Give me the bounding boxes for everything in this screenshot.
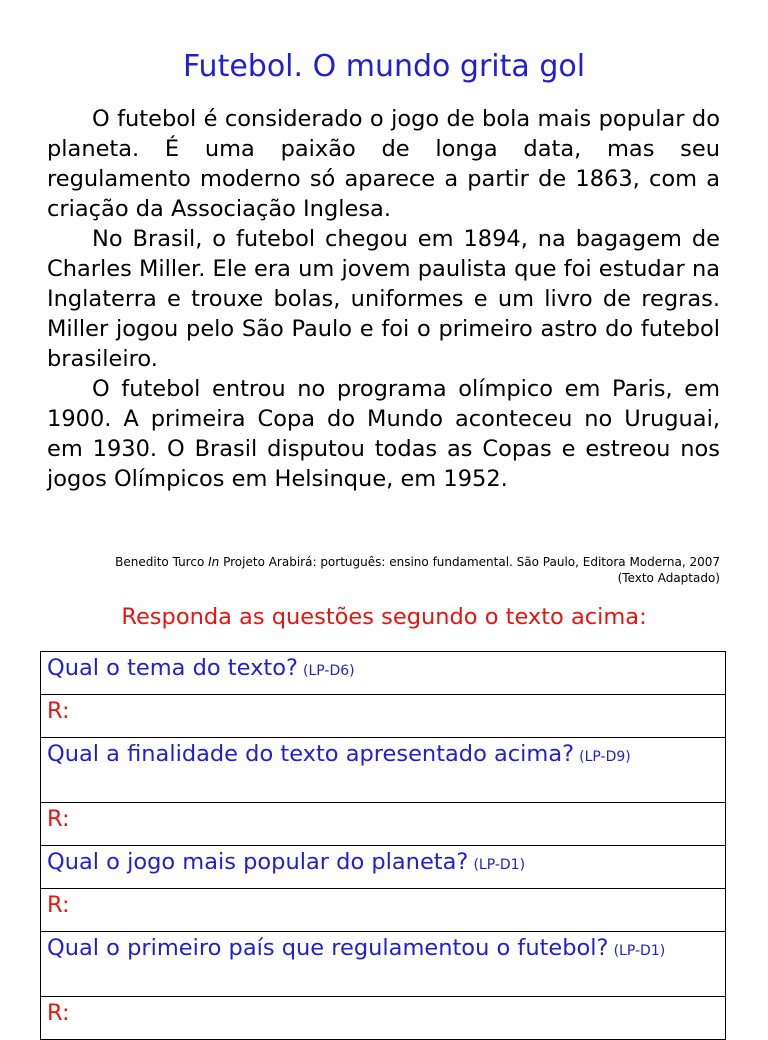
article-paragraph [47,104,720,224]
question-code: (LP-D9) [579,749,631,765]
question-row [41,738,726,803]
question-code: (LP-D1) [613,943,666,959]
text-line: Helsinque, em 1952. [274,466,508,492]
text-line: No Brasil, o futebol chegou em 1894, na [92,226,566,252]
text-line: aconteceu no Uruguai, em 1930. O Brasil disputou [47,406,720,462]
page-title: Futebol. O mundo grita gol [182,49,586,84]
citation-line [47,554,720,570]
citation-reference: Projeto Arabirá: português: ensino fundamental. São Paulo, Editora Moderna, 2007 [223,555,720,569]
text-line: brasileiro. [47,346,158,372]
text-line: O futebol entrou no programa olímpico em [92,376,601,402]
question-cell [41,738,726,803]
text-line: todas as Copas e estreou nos jogos Olímpicos em [47,436,720,492]
text-line: paulista que foi estudar na Inglaterra e trouxe [47,256,720,312]
questions-table [40,651,726,1040]
answer-label: R: [47,806,70,832]
answer-field[interactable] [41,803,726,846]
citation-in-word: In [208,555,220,569]
source-citation [47,554,720,586]
question-cell [41,652,726,695]
answer-row [41,889,726,932]
answer-row [41,803,726,846]
text-line: popular do planeta. É uma paixão de longa data, [47,106,720,162]
answer-field[interactable] [41,889,726,932]
question-text: Qual a finalidade do texto apresentado acima? [47,741,575,767]
text-line: bagagem de Charles Miller. Ele era um jovem [47,226,720,282]
answer-field[interactable] [41,997,726,1040]
question-row [41,932,726,997]
question-row [41,652,726,695]
citation-author: Benedito Turco [115,555,205,569]
question-code: (LP-D1) [473,857,526,873]
answer-row [41,997,726,1040]
answer-label: R: [47,892,70,918]
article-paragraph [47,374,720,494]
question-cell [41,932,726,997]
text-line: de 1863, com a criação da Associação Inglesa. [47,166,720,222]
text-line: Paris, em 1900. A primeira Copa do Mundo [47,376,720,432]
question-row [41,846,726,889]
answer-label: R: [47,1000,70,1026]
question-text: Qual o primeiro país que regulamentou o futebol? [47,935,609,961]
question-text: Qual o tema do texto? [47,655,298,681]
text-line: bolas, uniformes e um livro de regras. Miller jogou [47,286,721,342]
answer-row [41,695,726,738]
question-cell [41,846,726,889]
text-line: O futebol é considerado o jogo de bola mais [92,106,592,132]
question-code: (LP-D6) [303,663,355,679]
instruction-heading: Responda as questões segundo o texto acima: [121,604,647,630]
answer-label: R: [47,698,70,724]
answer-field[interactable] [41,695,726,738]
citation-note: (Texto Adaptado) [617,571,720,585]
text-line: mas seu regulamento moderno só aparece a partir [47,136,721,192]
question-text: Qual o jogo mais popular do planeta? [47,849,469,875]
article-paragraph [47,224,720,374]
article-body [47,104,720,494]
text-line: pelo São Paulo e foi o primeiro astro do futebol [186,316,720,342]
